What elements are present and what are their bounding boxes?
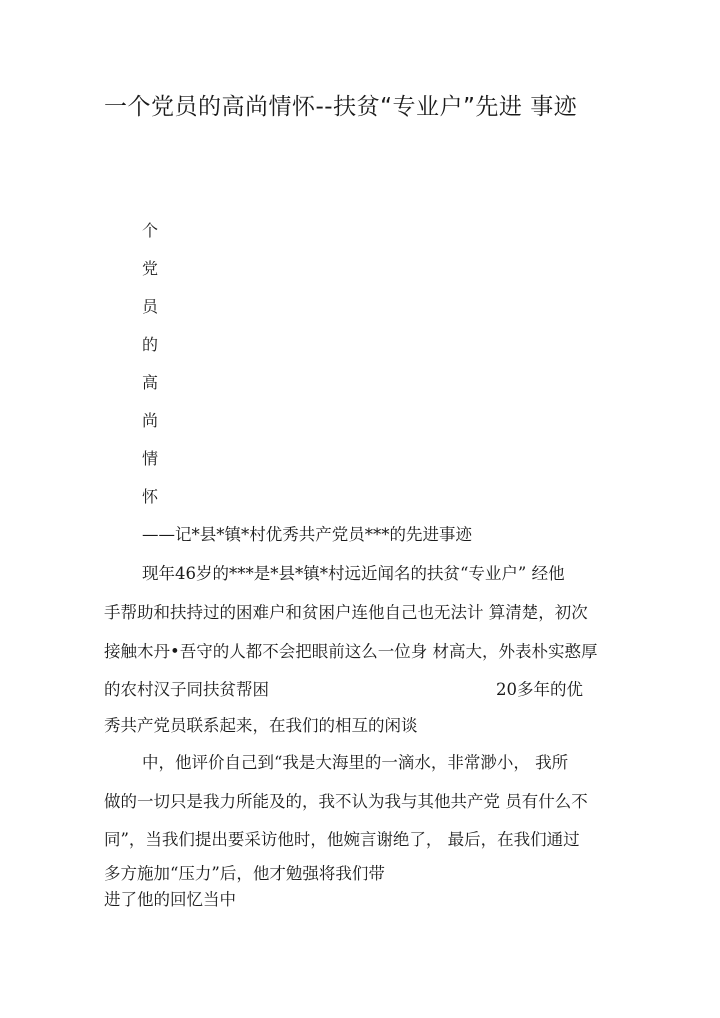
paragraph-line: 接触木丹•吾守的人都不会把眼前这么一位身 材高大，外表朴实憨厚 bbox=[104, 642, 598, 661]
paragraph-line-part: 20多年的优 bbox=[496, 680, 583, 699]
paragraph-line: 手帮助和扶持过的困难户和贫困户连他自己也无法计 算清楚，初次 bbox=[104, 603, 588, 622]
vertical-char: 怀 bbox=[142, 487, 159, 506]
vertical-char: 情 bbox=[142, 449, 159, 468]
paragraph-line: 秀共产党员联系起来，在我们的相互的闲谈 bbox=[104, 716, 418, 735]
vertical-char: 尚 bbox=[142, 411, 159, 430]
paragraph-line: 同”，当我们提出要采访他时，他婉言谢绝了， 最后，在我们通过 bbox=[104, 830, 580, 849]
paragraph-line: 进了他的回忆当中 bbox=[104, 890, 236, 909]
paragraph-line: 做的一切只是我力所能及的，我不认为我与其他共产党 员有什么不 bbox=[104, 792, 588, 811]
paragraph-line: 现年46岁的***是*县*镇*村远近闻名的扶贫“专业户” 经他 bbox=[142, 564, 565, 583]
paragraph-line-part: 的农村汉子同扶贫帮困 bbox=[104, 680, 269, 699]
paragraph-line: 中，他评价自己到“我是大海里的一滴水，非常渺小， 我所 bbox=[142, 753, 569, 772]
vertical-char: 高 bbox=[142, 373, 159, 392]
vertical-char: 的 bbox=[142, 335, 159, 354]
paragraph-line: 多方施加“压力”后，他才勉强将我们带 bbox=[104, 864, 385, 883]
vertical-char: 党 bbox=[142, 259, 159, 278]
subtitle: ——记*县*镇*村优秀共产党员***的先进事迹 bbox=[142, 525, 472, 544]
vertical-char: 员 bbox=[142, 297, 159, 316]
document-title: 一个党员的高尚情怀--扶贫“专业户”先进 事迹 bbox=[104, 94, 578, 120]
vertical-char: 个 bbox=[142, 221, 159, 240]
